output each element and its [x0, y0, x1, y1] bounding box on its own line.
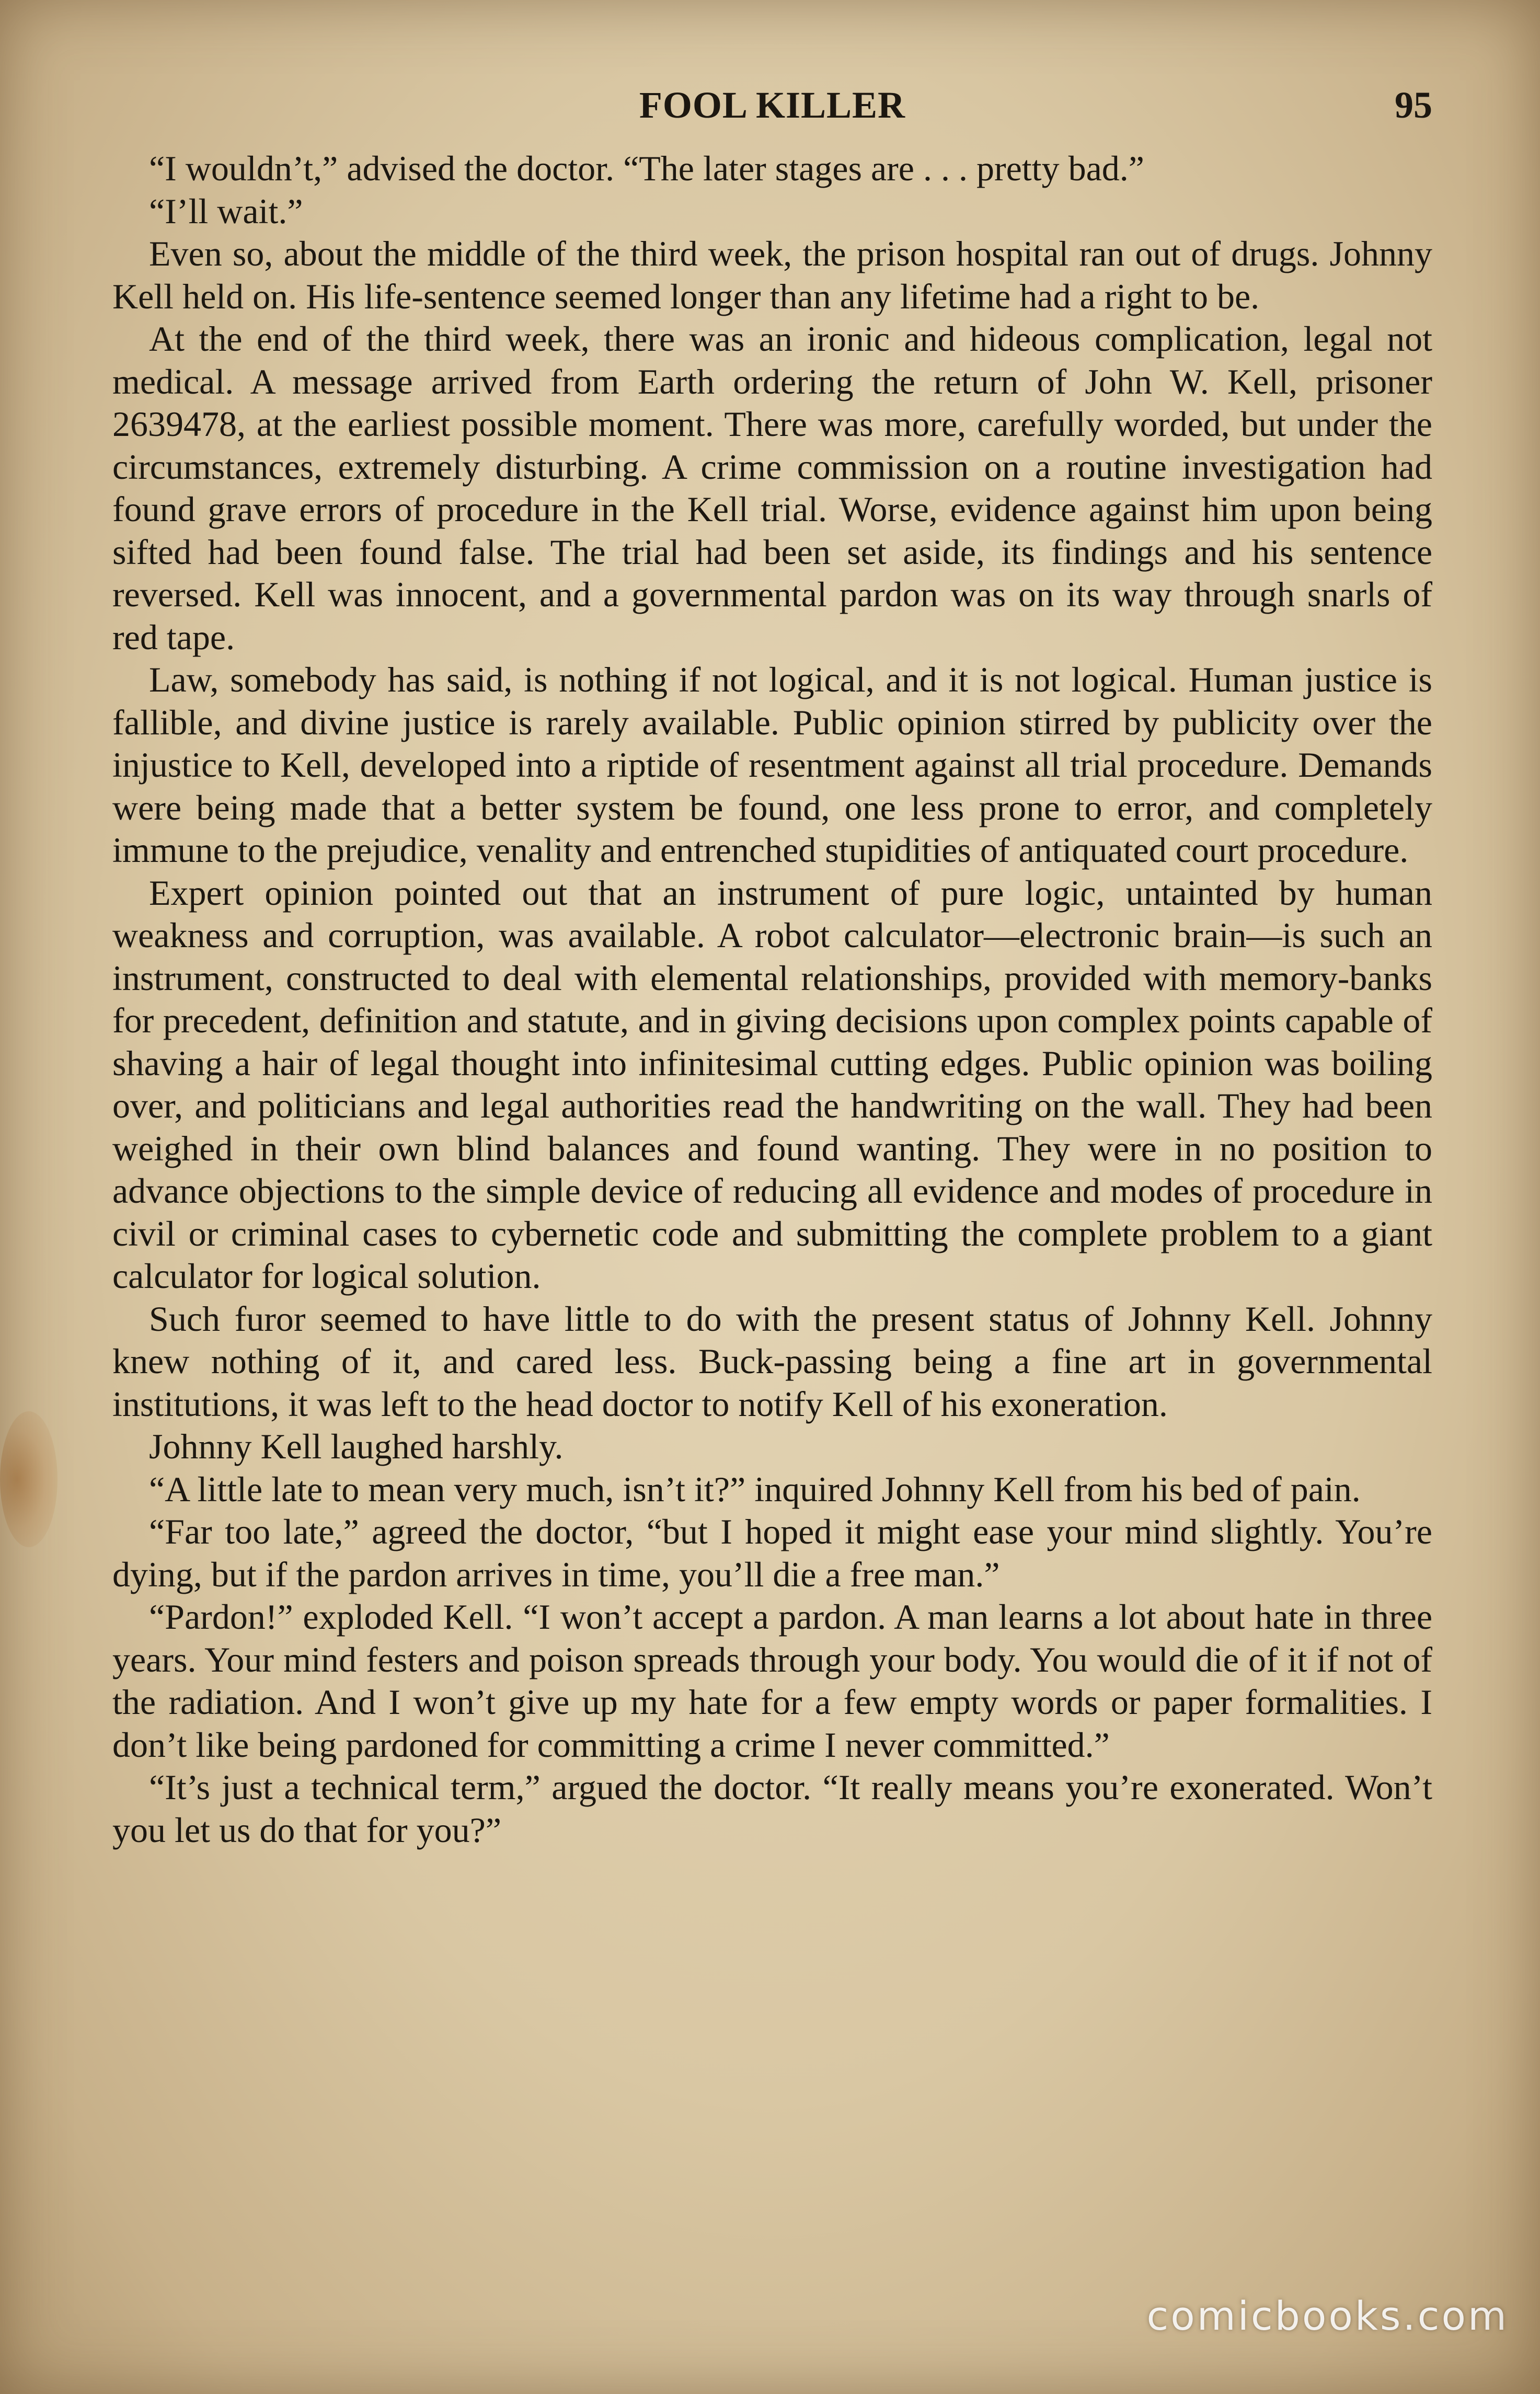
paragraph: Johnny Kell laughed harshly. [149, 1426, 564, 1466]
paragraph: “Pardon!” exploded Kell. “I won’t accept a pardon. A man learns a lot about hate in three years. Your mind festers and poison spreads through your body. You would die of it if not of the radiation. And I won’t give up my hate for a few empty words or paper formalities. I don’t like being pardoned for committing a crime I never committed.” [112, 1597, 1432, 1765]
paragraph: “I’ll wait.” [149, 191, 303, 231]
watermark: comicbooks.com [1146, 2293, 1509, 2339]
page-stain [0, 1411, 58, 1547]
paragraph: Law, somebody has said, is nothing if not logical, and it is not logical. Human justice is fallible, and divine justice is rarely available. Public opinion stirred by publicity over the injustice to Kell, developed into a riptide of resentment against all trial procedure. Demands were being made that a better system be found, one less prone to error, and completely immune to the prejudice, venality and entrenched stupidities of antiquated court procedure. [112, 660, 1432, 870]
paragraph: “Far too late,” agreed the doctor, “but I hoped it might ease your mind slightly. You’re dying, but if the pardon arrives in time, you’ll die a free man.” [112, 1512, 1432, 1594]
running-title: FOOL KILLER [639, 84, 906, 126]
page-header [112, 78, 1432, 136]
paragraph: At the end of the third week, there was an ironic and hideous complication, legal not medical. A message arrived from Earth ordering the return of John W. Kell, prisoner 2639478, at the earliest possible moment. There was more, carefully worded, but under the circumstances, extremely disturbing. A crime commission on a routine investigation had found grave errors of procedure in the Kell trial. Worse, evidence against him upon being sifted had been found false. The trial had been set aside, its findings and his sentence reversed. Kell was innocent, and a governmental pardon was on its way through snarls of red tape. [112, 319, 1432, 657]
page-number: 95 [1395, 84, 1432, 126]
paragraph: Such furor seemed to have little to do with the present status of Johnny Kell. Johnny knew nothing of it, and cared less. Buck-passing being a fine art in governmental institutions, it was left to the head doctor to notify Kell of his exoneration. [112, 1298, 1432, 1424]
paragraph: “A little late to mean very much, isn’t it?” inquired Johnny Kell from his bed of pain. [149, 1469, 1361, 1509]
body-text [112, 147, 1432, 1851]
paragraph: Even so, about the middle of the third week, the prison hospital ran out of drugs. Johnny Kell held on. His life-sentence seemed longer than any lifetime had a right to be. [112, 234, 1432, 316]
paragraph: “It’s just a technical term,” argued the doctor. “It really means you’re exonerated. Won’t you let us do that for you?” [112, 1767, 1432, 1850]
paragraph: Expert opinion pointed out that an instrument of pure logic, untainted by human weakness and corruption, was available. A robot calculator—electronic brain—is such an instrument, constructed to deal with elemental relationships, provided with memory-banks for precedent, definition and statute, and in giving decisions upon complex points capable of shaving a hair of legal thought into infinitesimal cutting edges. Public opinion was boiling over, and politicians and legal authorities read the handwriting on the wall. They had been weighed in their own blind balances and found wanting. They were in no position to advance objections to the simple device of reducing all evidence and modes of procedure in civil or criminal cases to cybernetic code and submitting the complete problem to a giant calculator for logical solution. [112, 872, 1432, 1296]
paragraph: “I wouldn’t,” advised the doctor. “The later stages are . . . pretty bad.” [149, 148, 1144, 188]
